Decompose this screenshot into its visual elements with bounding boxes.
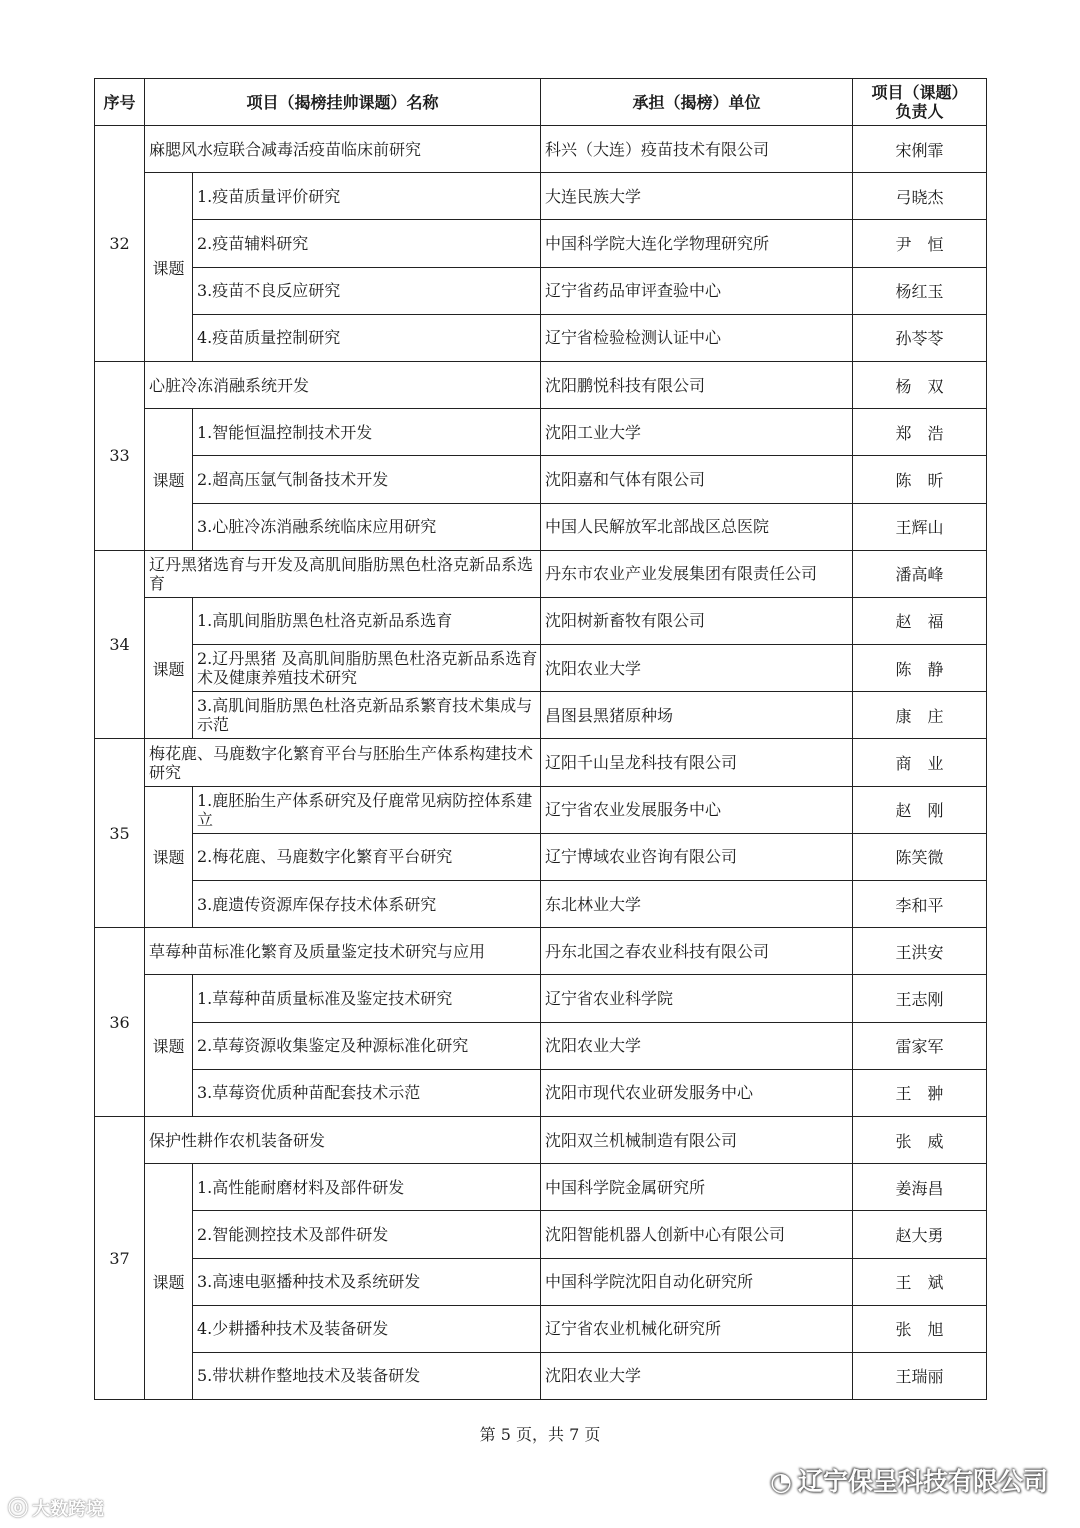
watermark-left: [8, 1492, 104, 1521]
unit-cell: 中国科学院沈阳自动化研究所: [541, 1258, 853, 1305]
seq-cell: 35: [95, 739, 145, 928]
unit-cell: 大连民族大学: [541, 173, 853, 220]
leader-cell: 张 旭: [853, 1305, 987, 1352]
leader-cell: 郑 浩: [853, 409, 987, 456]
unit-cell: 丹东市农业产业发展集团有限责任公司: [541, 550, 853, 597]
leader-cell: 潘高峰: [853, 550, 987, 597]
unit-cell: 沈阳农业大学: [541, 1022, 853, 1069]
project-name-cell: 辽丹黑猪选育与开发及高肌间脂肪黑色杜洛克新品系选育: [145, 550, 541, 597]
task-row: [95, 220, 987, 267]
task-name-cell: 3.疫苗不良反应研究: [193, 267, 541, 314]
task-name-cell: 2.智能测控技术及部件研发: [193, 1211, 541, 1258]
unit-cell: 辽宁省农业发展服务中心: [541, 786, 853, 833]
leader-cell: 陈 昕: [853, 456, 987, 503]
task-row: [95, 314, 987, 361]
task-row: [95, 1352, 987, 1399]
seq-cell: 34: [95, 550, 145, 739]
task-name-cell: 1.草莓种苗质量标准及鉴定技术研究: [193, 975, 541, 1022]
task-name-cell: 1.高肌间脂肪黑色杜洛克新品系选育: [193, 597, 541, 644]
project-table: [94, 78, 987, 1400]
unit-cell: 沈阳市现代农业研发服务中心: [541, 1069, 853, 1116]
leader-cell: 尹 恒: [853, 220, 987, 267]
task-name-cell: 3.鹿遗传资源库保存技术体系研究: [193, 881, 541, 928]
project-row: [95, 928, 987, 975]
task-name-cell: 2.辽丹黑猪 及高肌间脂肪黑色杜洛克新品系选育术及健康养殖技术研究: [193, 645, 541, 692]
task-row: [95, 1022, 987, 1069]
leader-cell: 赵大勇: [853, 1211, 987, 1258]
task-label-cell: 课题: [145, 597, 193, 739]
task-label-cell: 课题: [145, 975, 193, 1117]
table-header-row: [95, 79, 987, 126]
task-name-cell: 1.高性能耐磨材料及部件研发: [193, 1164, 541, 1211]
watermark-right-text: 辽宁保呈科技有限公司: [797, 1467, 1048, 1496]
project-row: [95, 550, 987, 597]
leader-cell: 商 业: [853, 739, 987, 786]
unit-cell: 沈阳工业大学: [541, 409, 853, 456]
task-name-cell: 2.疫苗辅料研究: [193, 220, 541, 267]
unit-cell: 科兴（大连）疫苗技术有限公司: [541, 126, 853, 173]
seq-cell: 37: [95, 1116, 145, 1399]
task-row: [95, 267, 987, 314]
leader-cell: 康 庄: [853, 692, 987, 739]
header-unit: 承担（揭榜）单位: [541, 79, 853, 126]
unit-cell: 沈阳农业大学: [541, 645, 853, 692]
unit-cell: 昌图县黑猪原种场: [541, 692, 853, 739]
task-row: [95, 833, 987, 880]
watermark-left-text: 大数跨境: [32, 1499, 104, 1520]
leader-cell: 雷家军: [853, 1022, 987, 1069]
project-row: [95, 126, 987, 173]
task-name-cell: 3.高速电驱播种技术及系统研发: [193, 1258, 541, 1305]
leader-cell: 陈笑微: [853, 833, 987, 880]
page-footer: 第 5 页，共 7 页: [479, 1425, 601, 1444]
leader-cell: 孙苓苓: [853, 314, 987, 361]
leader-cell: 弓晓杰: [853, 173, 987, 220]
unit-cell: 东北林业大学: [541, 881, 853, 928]
task-row: [95, 456, 987, 503]
task-row: [95, 1211, 987, 1258]
task-label-cell: 课题: [145, 1164, 193, 1400]
unit-cell: 沈阳树新畜牧有限公司: [541, 597, 853, 644]
leader-cell: 陈 静: [853, 645, 987, 692]
leader-cell: 姜海昌: [853, 1164, 987, 1211]
task-row: [95, 597, 987, 644]
unit-cell: 中国科学院大连化学物理研究所: [541, 220, 853, 267]
task-name-cell: 3.草莓资优质种苗配套技术示范: [193, 1069, 541, 1116]
task-row: [95, 1069, 987, 1116]
unit-cell: 丹东北国之春农业科技有限公司: [541, 928, 853, 975]
task-row: [95, 881, 987, 928]
unit-cell: 辽宁省药品审评查验中心: [541, 267, 853, 314]
unit-cell: 辽宁省农业机械化研究所: [541, 1305, 853, 1352]
table-body: [95, 126, 987, 1400]
unit-cell: 沈阳农业大学: [541, 1352, 853, 1399]
project-row: [95, 361, 987, 408]
task-name-cell: 1.疫苗质量评价研究: [193, 173, 541, 220]
seq-cell: 36: [95, 928, 145, 1117]
task-name-cell: 3.高肌间脂肪黑色杜洛克新品系繁育技术集成与示范: [193, 692, 541, 739]
task-name-cell: 1.智能恒温控制技术开发: [193, 409, 541, 456]
task-row: [95, 786, 987, 833]
project-name-cell: 麻腮风水痘联合减毒活疫苗临床前研究: [145, 126, 541, 173]
unit-cell: 中国人民解放军北部战区总医院: [541, 503, 853, 550]
header-seq: 序号: [95, 79, 145, 126]
watermark-right: [770, 1462, 1048, 1498]
task-row: [95, 975, 987, 1022]
leader-cell: 王辉山: [853, 503, 987, 550]
watermark-logo-icon: ⓞ: [8, 1496, 28, 1520]
task-label-cell: 课题: [145, 786, 193, 928]
task-row: [95, 503, 987, 550]
task-name-cell: 4.少耕播种技术及装备研发: [193, 1305, 541, 1352]
project-name-cell: 保护性耕作农机装备研发: [145, 1116, 541, 1163]
leader-cell: 王志刚: [853, 975, 987, 1022]
task-row: [95, 1258, 987, 1305]
project-name-cell: 心脏冷冻消融系统开发: [145, 361, 541, 408]
task-row: [95, 409, 987, 456]
unit-cell: 辽宁省检验检测认证中心: [541, 314, 853, 361]
task-name-cell: 2.梅花鹿、马鹿数字化繁育平台研究: [193, 833, 541, 880]
task-label-cell: 课题: [145, 409, 193, 551]
task-name-cell: 2.草莓资源收集鉴定及种源标准化研究: [193, 1022, 541, 1069]
project-row: [95, 1116, 987, 1163]
leader-cell: 杨红玉: [853, 267, 987, 314]
unit-cell: 中国科学院金属研究所: [541, 1164, 853, 1211]
leader-cell: 王 斌: [853, 1258, 987, 1305]
leader-cell: 赵 刚: [853, 786, 987, 833]
task-name-cell: 4.疫苗质量控制研究: [193, 314, 541, 361]
unit-cell: 沈阳双兰机械制造有限公司: [541, 1116, 853, 1163]
project-row: [95, 739, 987, 786]
leader-cell: 宋俐霏: [853, 126, 987, 173]
project-name-cell: 草莓种苗标准化繁育及质量鉴定技术研究与应用: [145, 928, 541, 975]
task-row: [95, 173, 987, 220]
task-row: [95, 692, 987, 739]
task-name-cell: 3.心脏冷冻消融系统临床应用研究: [193, 503, 541, 550]
task-label-cell: 课题: [145, 173, 193, 362]
wechat-icon: ◔: [770, 1467, 792, 1496]
unit-cell: 辽阳千山呈龙科技有限公司: [541, 739, 853, 786]
leader-cell: 王 翀: [853, 1069, 987, 1116]
task-name-cell: 5.带状耕作整地技术及装备研发: [193, 1352, 541, 1399]
leader-cell: 李和平: [853, 881, 987, 928]
leader-cell: 王洪安: [853, 928, 987, 975]
unit-cell: 沈阳嘉和气体有限公司: [541, 456, 853, 503]
unit-cell: 沈阳智能机器人创新中心有限公司: [541, 1211, 853, 1258]
seq-cell: 33: [95, 361, 145, 550]
unit-cell: 沈阳鹏悦科技有限公司: [541, 361, 853, 408]
task-name-cell: 2.超高压氩气制备技术开发: [193, 456, 541, 503]
seq-cell: 32: [95, 126, 145, 362]
task-row: [95, 1164, 987, 1211]
header-name: 项目（揭榜挂帅课题）名称: [145, 79, 541, 126]
unit-cell: 辽宁省农业科学院: [541, 975, 853, 1022]
task-row: [95, 1305, 987, 1352]
header-leader: 项目（课题） 负责人: [853, 79, 987, 126]
task-row: [95, 645, 987, 692]
leader-cell: 王瑞丽: [853, 1352, 987, 1399]
unit-cell: 辽宁博域农业咨询有限公司: [541, 833, 853, 880]
project-name-cell: 梅花鹿、马鹿数字化繁育平台与胚胎生产体系构建技术研究: [145, 739, 541, 786]
leader-cell: 赵 福: [853, 597, 987, 644]
leader-cell: 杨 双: [853, 361, 987, 408]
leader-cell: 张 威: [853, 1116, 987, 1163]
task-name-cell: 1.鹿胚胎生产体系研究及仔鹿常见病防控体系建立: [193, 786, 541, 833]
